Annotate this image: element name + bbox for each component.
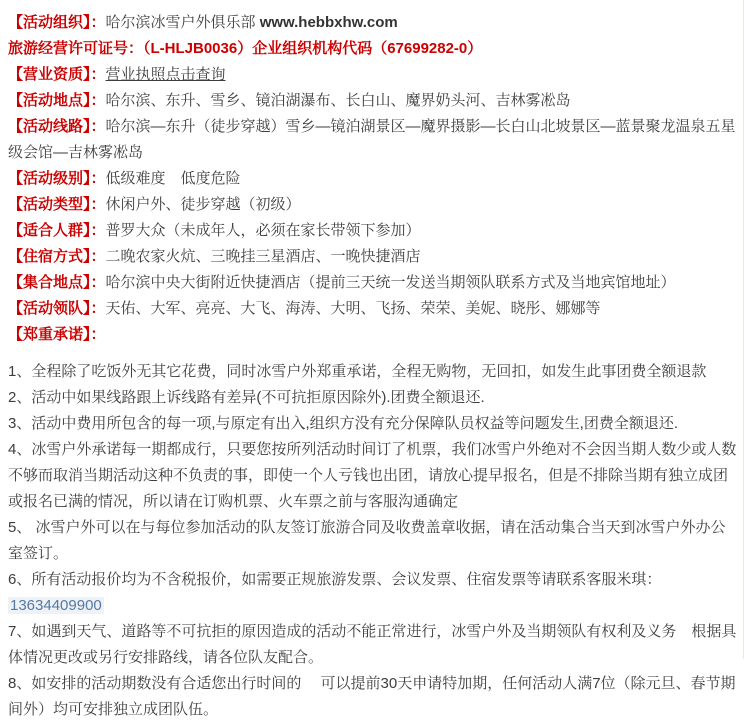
level-text: 低级难度 低度危险: [105, 170, 241, 187]
organizer-line: [8, 10, 739, 36]
term-item-5: 5、 冰雪户外可以在与每位参加活动的队友签订旅游合同及收费盖章收据，请在活动集合当天到冰雪户外办公室签订。: [8, 519, 726, 562]
audience-text: 普罗大众（未成年人，必须在家长带领下参加）: [105, 222, 421, 239]
term-item-6-text: 6、所有活动报价均为不含税报价，如需要正规旅游发票、会议发票、住宿发票等请联系客服米琪：: [8, 571, 662, 588]
level-label: 【活动级别】：: [8, 170, 106, 187]
qualification-label: 【营业资质】：: [8, 66, 106, 83]
terms-section: [8, 359, 739, 723]
leaders-label: 【活动领队】：: [8, 300, 106, 317]
route-line: [8, 114, 739, 166]
license-number-line: 旅游经营许可证号：（L-HLJB0036）企业组织机构代码（67699282-0）: [8, 40, 483, 57]
meeting-point-text: 哈尔滨中央大街附近快捷酒店（提前三天统一发送当期领队联系方式及当地宾馆地址）: [105, 274, 676, 291]
organizer-label: 【活动组织】：: [8, 14, 106, 31]
section-gap: [8, 348, 739, 359]
term-item-6: [8, 567, 739, 619]
meeting-point-line: [8, 270, 739, 296]
lodging-text: 二晚农家火炕、三晚挂三星酒店、一晚快捷酒店: [105, 248, 421, 265]
locations-line: [8, 88, 739, 114]
audience-label: 【适合人群】：: [8, 222, 106, 239]
route-text: 哈尔滨—东升（徒步穿越）雪乡—镜泊湖景区—魔界摄影—长白山北坡景区—蓝景聚龙温泉五星级会馆—吉林雾凇岛: [8, 118, 736, 161]
promise-heading-line: [8, 322, 739, 348]
meeting-point-label: 【集合地点】：: [8, 274, 106, 291]
lodging-label: 【住宿方式】：: [8, 248, 106, 265]
locations-text: 哈尔滨、东升、雪乡、镜泊湖瀑布、长白山、魔界奶头河、吉林雾凇岛: [105, 92, 571, 109]
route-label: 【活动线路】：: [8, 118, 106, 135]
qualification-line: [8, 62, 739, 88]
business-license-link[interactable]: 营业执照点击查询: [105, 66, 226, 83]
type-line: [8, 192, 739, 218]
type-text: 休闲户外、徒步穿越（初级）: [105, 196, 301, 213]
leaders-line: [8, 296, 739, 322]
type-label: 【活动类型】：: [8, 196, 106, 213]
term-item-3: 3、活动中费用所包含的每一项,与原定有出入,组织方没有充分保障队员权益等问题发生,团费全额退还.: [8, 415, 679, 432]
leaders-text: 天佑、大军、亮亮、大飞、海涛、大明、飞扬、荣荣、美妮、晓彤、娜娜等: [105, 300, 601, 317]
organizer-website-url: www.hebbxhw.com: [259, 14, 398, 31]
audience-line: [8, 218, 739, 244]
term-item-8: 8、如安排的活动期数没有合适您出行时间的 可以提前30天申请特加期，任何活动人满7位（除元旦、春节期间外）均可安排独立成团队伍。: [8, 675, 736, 718]
lodging-line: [8, 244, 739, 270]
term-item-4: 4、冰雪户外承诺每一期都成行，只要您按所列活动时间订了机票，我们冰雪户外绝对不会因当期人数少或人数不够而取消当期活动这种不负责的事，即使一个人亏钱也出团，请放心提早报名，但是不排除当期有独立成团或报名已满的情况，所以请在订购机票、火车票之前与客服沟通确定: [8, 441, 737, 510]
customer-service-phone[interactable]: 13634409900: [10, 597, 102, 614]
term-item-1: 1、全程除了吃饭外无其它花费，同时冰雪户外郑重承诺，全程无购物，无回扣，如发生此事团费全额退款: [8, 363, 707, 380]
level-line: [8, 166, 739, 192]
activity-info-section: [8, 10, 739, 348]
term-item-7: 7、如遇到天气、道路等不可抗拒的原因造成的活动不能正常进行，冰雪户外及当期领队有权利及义务 根据具体情况更改或另行安排路线，请各位队友配合。: [8, 623, 737, 666]
promise-label: 【郑重承诺】：: [8, 326, 106, 343]
locations-label: 【活动地点】：: [8, 92, 106, 109]
term-item-2: 2、活动中如果线路跟上诉线路有差异(不可抗拒原因除外).团费全额退还.: [8, 389, 485, 406]
organizer-text: 哈尔滨冰雪户外俱乐部: [105, 14, 260, 31]
